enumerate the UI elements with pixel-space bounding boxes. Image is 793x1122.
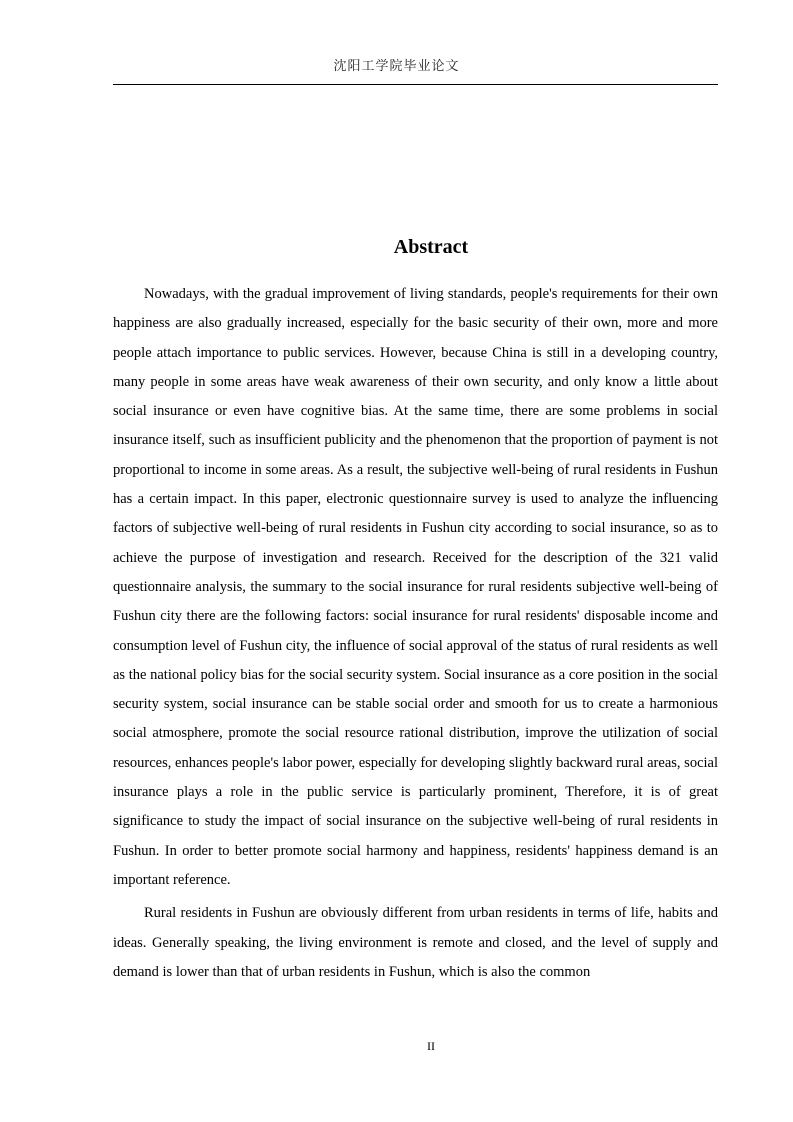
abstract-heading: Abstract <box>393 236 469 258</box>
running-header: 沈阳工学院毕业论文 <box>333 59 460 74</box>
abstract-paragraph-1: Nowadays, with the gradual improvement of living standards, people's requirements for their own happiness are also gradually increased, especially for the basic security of their own, more and more people attach importance to public services. However, because China is still in a developing country, many people in some areas have weak awareness of their own security, and only know a little about social insurance or even have cognitive bias. At the same time, there are some problems in social insurance itself, such as insufficient publicity and the phenomenon that the proportion of payment is not proportional to income in some areas. As a result, the subjective well-being of rural residents in Fushun has a certain impact. In this paper, electronic questionnaire survey is used to analyze the influencing factors of subjective well-being of rural residents in Fushun city according to social insurance, so as to achieve the purpose of investigation and research. Received for the description of the 321 valid questionnaire analysis, the summary to the social insurance for rural residents subjective well-being of Fushun city there are the following factors: social insurance for rural residents' disposable income and consumption level of Fushun city, the influence of social approval of the status of rural residents as well as the national policy bias for the social security system. Social insurance as a core position in the social security system, social insurance can be stable social order and smooth for us to create a harmonious social atmosphere, promote the social resource rational distribution, improve the utilization of social resources, enhances people's labor power, especially for developing slightly backward rural areas, social insurance plays a role in the public service is particularly prominent, Therefore, it is of great significance to study the impact of social insurance on the subjective well-being of rural residents in Fushun. In order to better promote social harmony and happiness, residents' happiness demand is an important reference. <box>113 286 718 888</box>
abstract-paragraph-2: Rural residents in Fushun are obviously different from urban residents in terms of life, habits and ideas. Generally speaking, the living environment is remote and closed, and the level of supply and demand is lower than that of urban residents in Fushun, which is also the common <box>113 905 718 980</box>
abstract-body <box>113 280 718 987</box>
page-number: II <box>427 1039 435 1053</box>
header-divider <box>113 84 718 85</box>
